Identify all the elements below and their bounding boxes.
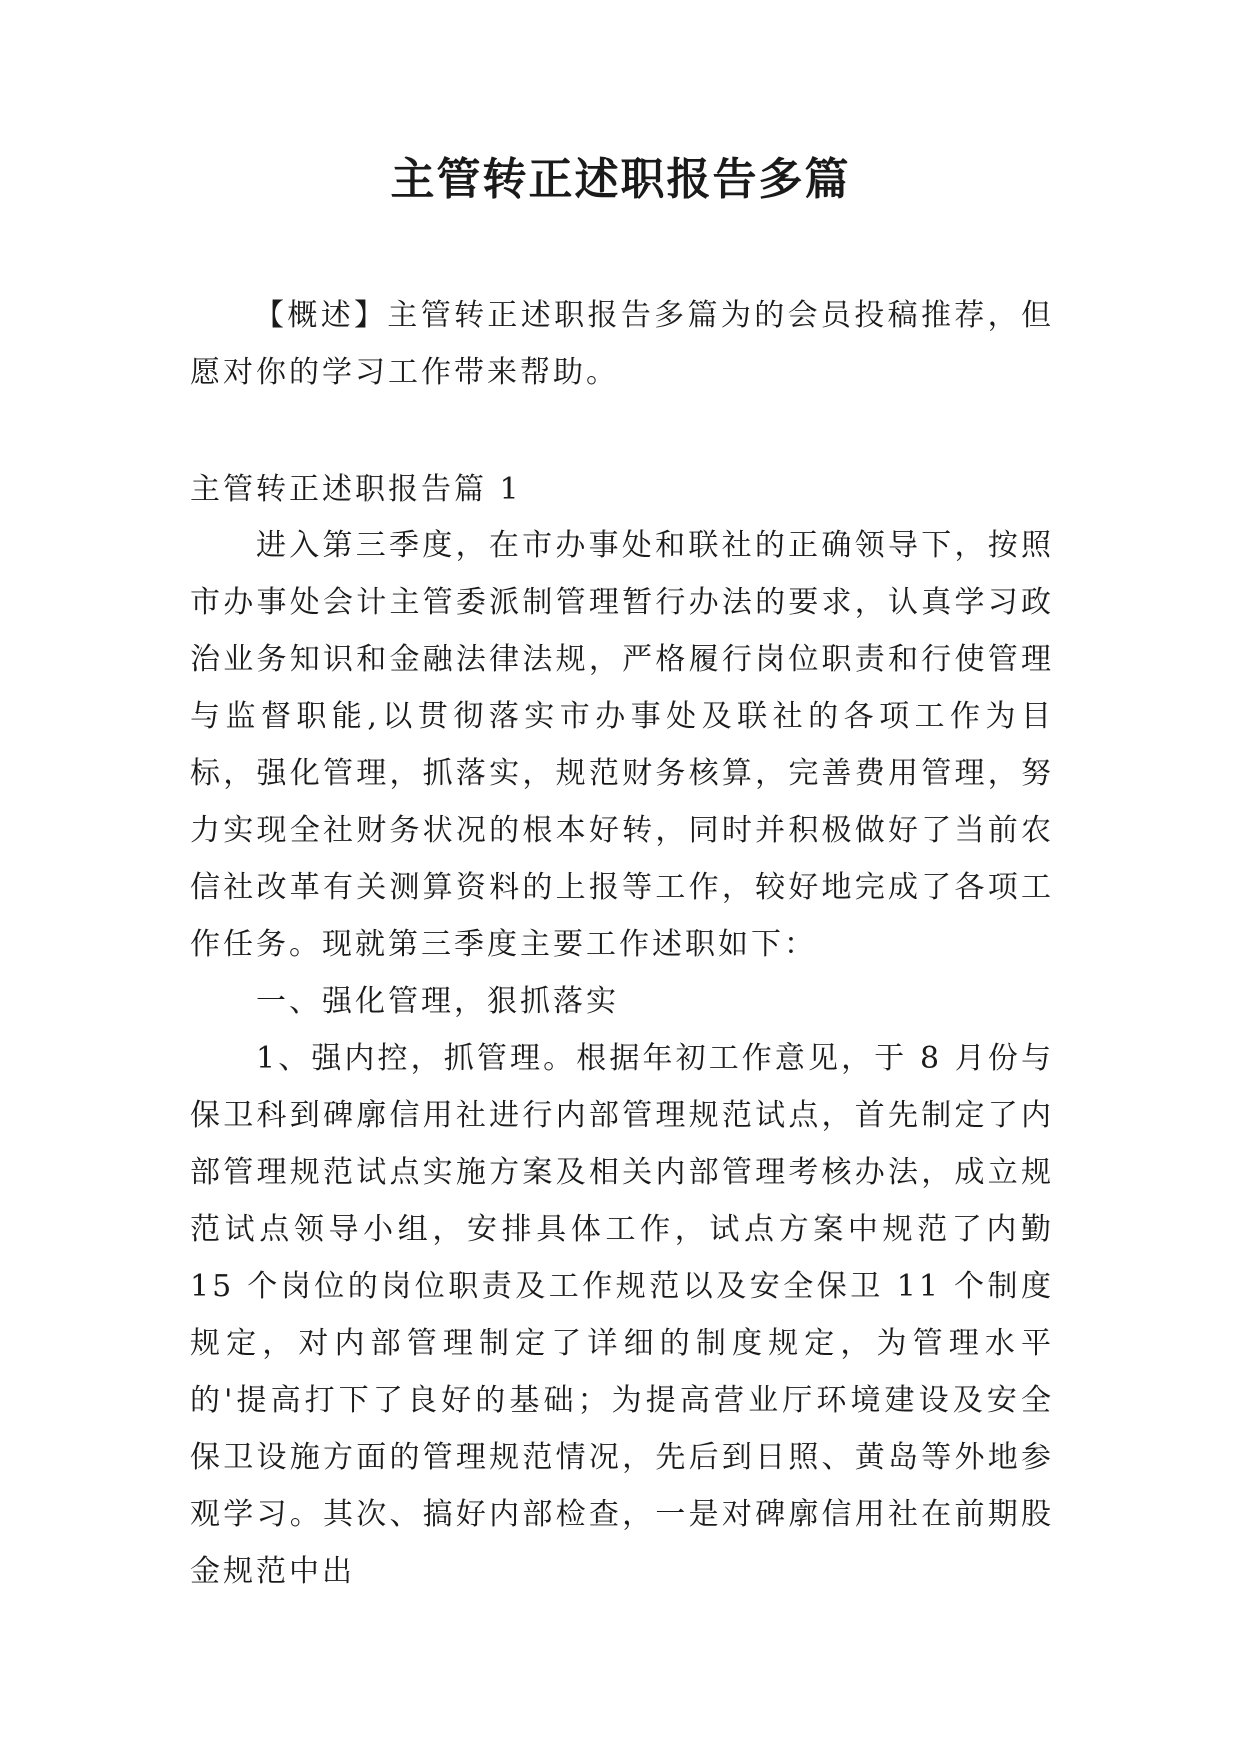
- document-title: 主管转正述职报告多篇: [390, 154, 851, 205]
- body-paragraph: 1、强内控，抓管理。根据年初工作意见，于 8 月份与保卫科到碑廓信用社进行内部管理规范试点，首先制定了内部管理规范试点实施方案及相关内部管理考核办法，成立规范试点领导小组，安排具体工作，试点方案中规范了内勤 15 个岗位的岗位职责及工作规范以及安全保卫 11 个制度规定，对内部管理制定了详细的制度规定，为管理水平的'提高打下了良好的基础；为提高营业厅环境建设及安全保卫设施方面的管理规范情况，先后到日照、黄岛等外地参观学习。其次、搞好内部检查，一是对碑廓信用社在前期股金规范中出: [190, 1041, 1054, 1589]
- sub-heading: 一、强化管理，狠抓落实: [256, 984, 619, 1019]
- summary-paragraph: 【概述】主管转正述职报告多篇为的会员投稿推荐，但愿对你的学习工作带来帮助。: [190, 298, 1054, 390]
- intro-paragraph: 进入第三季度，在市办事处和联社的正确领导下，按照市办事处会计主管委派制管理暂行办法的要求，认真学习政治业务知识和金融法律法规，严格履行岗位职责和行使管理与监督职能,以贯彻落实市办事处及联社的各项工作为目标，强化管理，抓落实，规范财务核算，完善费用管理，努力实现全社财务状况的根本好转，同时并积极做好了当前农信社改革有关测算资料的上报等工作，较好地完成了各项工作任务。现就第三季度主要工作述职如下：: [190, 528, 1054, 962]
- section-heading: 主管转正述职报告篇 1: [190, 472, 522, 507]
